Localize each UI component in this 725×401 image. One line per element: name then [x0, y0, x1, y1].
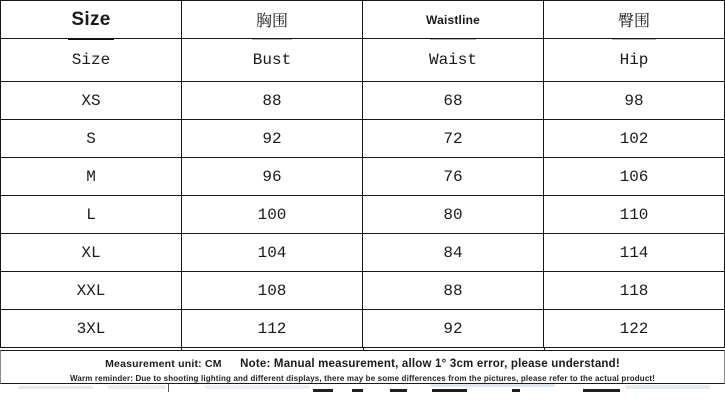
cropped-artifact: [430, 384, 555, 387]
column-line-remnant: [181, 348, 182, 350]
cell-waist: 76: [363, 158, 544, 196]
subheader-hip: Hip: [544, 39, 725, 82]
table-footer-gap: [0, 348, 725, 350]
table-row-xxl: [1, 272, 725, 310]
table-row-m: [1, 158, 725, 196]
cell-hip: 98: [544, 82, 725, 120]
cropped-artifact: [108, 385, 166, 389]
table-subheader-row: [1, 39, 725, 82]
cell-bust: 92: [182, 120, 363, 158]
header-size: [1, 1, 182, 39]
cell-waist: 92: [363, 310, 544, 348]
table-row-l: [1, 196, 725, 234]
cell-hip: 102: [544, 120, 725, 158]
cell-waist: 80: [363, 196, 544, 234]
cell-size: XS: [1, 82, 182, 120]
cell-bust: 104: [182, 234, 363, 272]
warm-reminder-label: Warm reminder: Due to shooting lighting and different displays, there may be some differences from the pictures, please refer to the actual product!: [69, 374, 656, 383]
table-row-xs: [1, 82, 725, 120]
cell-size: 3XL: [1, 310, 182, 348]
cell-bust: 108: [182, 272, 363, 310]
cell-size: XL: [1, 234, 182, 272]
cell-bust: 96: [182, 158, 363, 196]
cell-hip: 122: [544, 310, 725, 348]
cell-hip: 114: [544, 234, 725, 272]
cell-size: XXL: [1, 272, 182, 310]
cell-bust: 100: [182, 196, 363, 234]
measurement-unit-label: Measurement unit: CM: [105, 358, 222, 370]
cropped-artifact: [18, 386, 93, 389]
cropped-artifact: [205, 385, 310, 389]
cropped-dark-mark: [512, 389, 520, 392]
cropped-dark-mark: [432, 389, 467, 392]
cell-bust: 112: [182, 310, 363, 348]
subheader-waist: Waist: [363, 39, 544, 82]
column-line-remnant: [363, 348, 364, 350]
cropped-dark-mark: [390, 389, 407, 392]
cell-size: L: [1, 196, 182, 234]
subheader-size: Size: [1, 39, 182, 82]
cell-hip: 110: [544, 196, 725, 234]
cell-waist: 68: [363, 82, 544, 120]
table-row-3xl: [1, 310, 725, 348]
header-size-label: Size: [71, 8, 111, 30]
cell-waist: 84: [363, 234, 544, 272]
cropped-dark-mark: [352, 389, 363, 392]
cell-size: M: [1, 158, 182, 196]
header-hip-cn: [544, 1, 725, 39]
cell-waist: 88: [363, 272, 544, 310]
table-header-row: [1, 1, 725, 39]
header-bust-cn: [182, 1, 363, 39]
table-row-s: [1, 120, 725, 158]
cropped-artifact: [625, 385, 710, 389]
table-row-xl: [1, 234, 725, 272]
cell-hip: 118: [544, 272, 725, 310]
cell-size: S: [1, 120, 182, 158]
footer-line-1: [1, 354, 724, 372]
cell-bust: 88: [182, 82, 363, 120]
cell-hip: 106: [544, 158, 725, 196]
header-hip-cn-label: 臀围: [617, 11, 650, 30]
header-waistline-label: Waistline: [425, 12, 481, 27]
cropped-dark-mark: [313, 389, 333, 392]
cropped-line-artifact: [168, 384, 169, 392]
cropped-content-strip: [0, 384, 725, 393]
subheader-bust: Bust: [182, 39, 363, 82]
cell-waist: 72: [363, 120, 544, 158]
header-bust-cn-label: 胸围: [255, 11, 288, 30]
manual-measurement-note: Note: Manual measurement, allow 1° 3cm error, please understand!: [240, 358, 620, 370]
header-waistline: [363, 1, 544, 39]
column-line-remnant: [544, 348, 545, 350]
cropped-dark-mark: [583, 389, 620, 392]
footer-note-box: [0, 350, 725, 384]
